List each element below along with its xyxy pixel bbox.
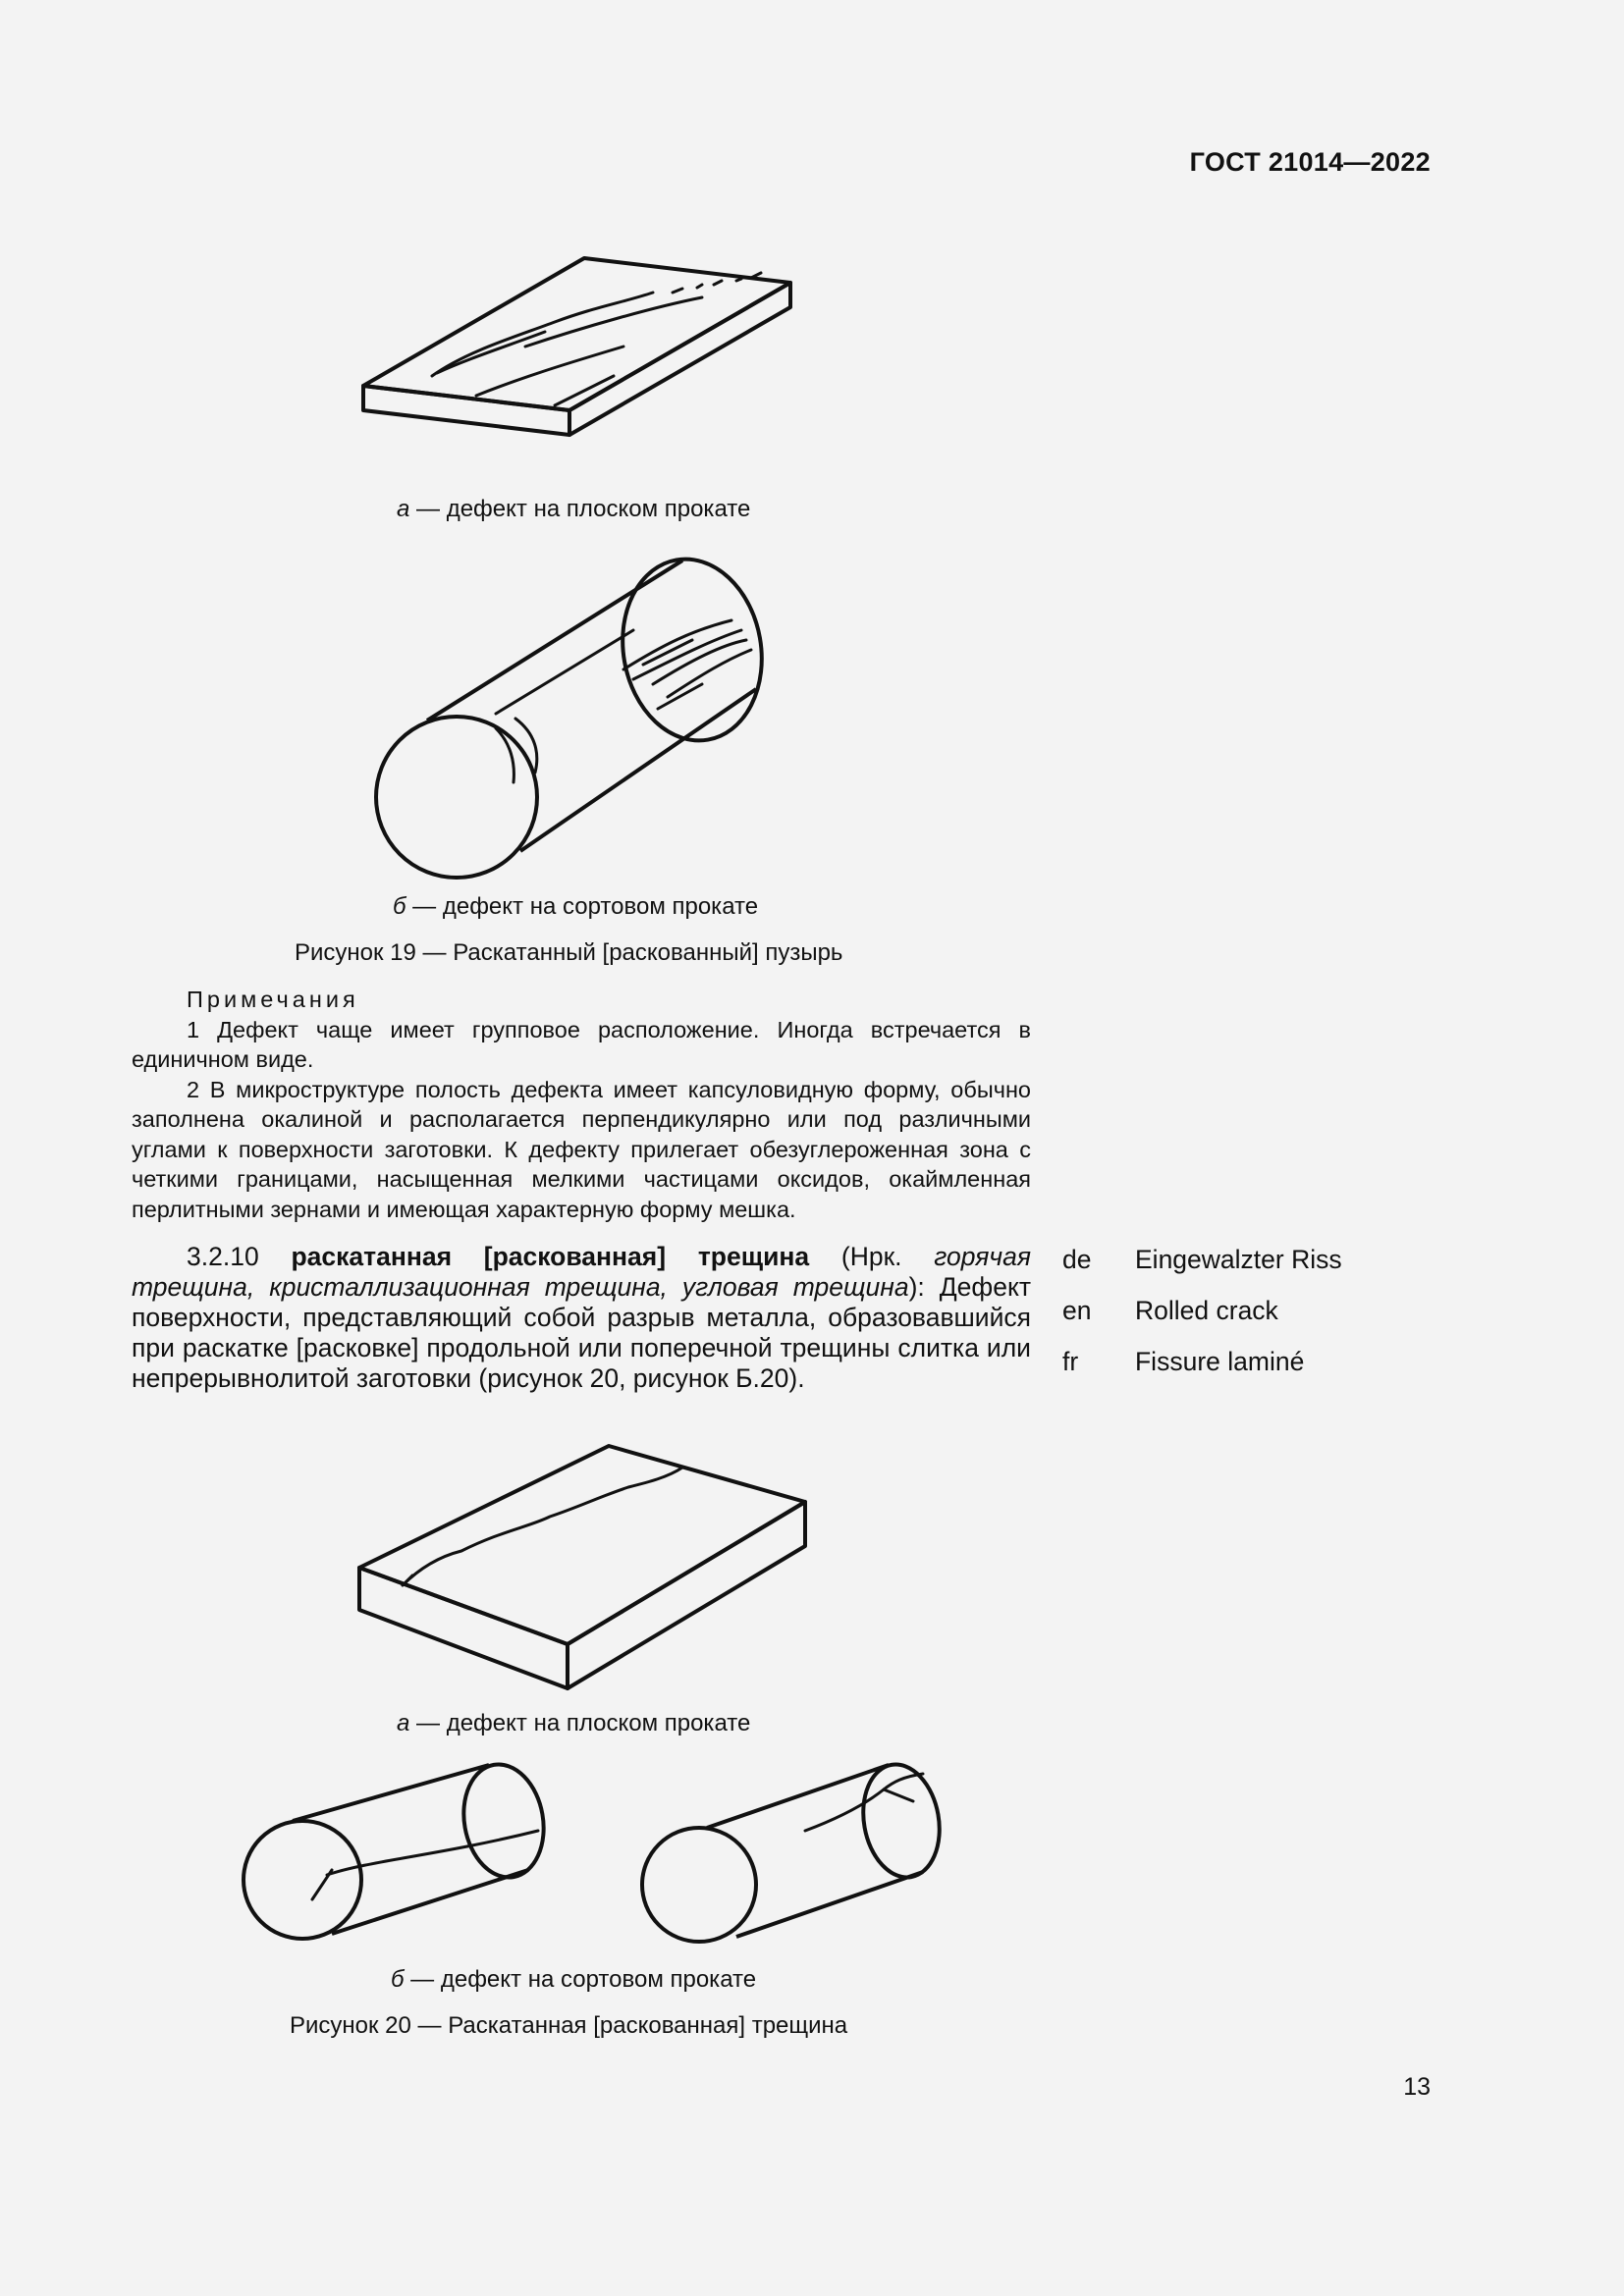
figure20-sub-a-caption: а — дефект на плоском прокате bbox=[397, 1710, 751, 1736]
figure19-plate-drawing bbox=[358, 253, 800, 489]
lang-code-de: de bbox=[1062, 1245, 1092, 1274]
figure20-bar-left-drawing bbox=[224, 1762, 563, 1958]
lang-code-en: en bbox=[1062, 1296, 1092, 1325]
term-entry: 3.2.10 раскатанная [раскованная] трещина (Нрк. горячая трещина, кристаллизационная трещина, угловая трещина): Дефект поверхности, представляющий собой разрыв металла, образовавшийся при раскатке [расковке] продольной или поперечной трещины слитка или непрерывнолитой заготовки (рисунок 20, рисунок Б.20). bbox=[132, 1242, 1031, 1393]
figure20-sub-b-caption: б — дефект на сортовом прокате bbox=[391, 1966, 757, 1993]
lang-term-de: Eingewalzter Riss bbox=[1135, 1245, 1342, 1274]
lang-term-fr: Fissure laminé bbox=[1135, 1347, 1305, 1376]
figure20-plate-drawing bbox=[353, 1438, 815, 1703]
figure20-bar-right-drawing bbox=[638, 1762, 952, 1958]
notes-title: Примечания bbox=[187, 987, 359, 1012]
notes-block bbox=[132, 985, 1031, 1224]
lang-term-en: Rolled crack bbox=[1135, 1296, 1278, 1325]
note-2: 2 В микроструктуре полость дефекта имеет капсуловидную форму, обычно заполнена окалиной и располагается перпендикулярно или под различными углами к поверхности заготовки. К дефекту прилегает обезуглероженная зона с четкими границами, насыщенная мелкими частицами оксидов, окаймленная перлитными зернами и имеющая характерную форму мешка. bbox=[132, 1076, 1031, 1222]
term-number: 3.2.10 bbox=[187, 1242, 259, 1271]
term-definition: Дефект поверхности, представляющий собой разрыв металла, образовавшийся при раскатке [расковке] продольной или поперечной трещины слитка или непрерывнолитой заготовки (рисунок 20, рисунок Б.20). bbox=[132, 1272, 1031, 1393]
page-number: 13 bbox=[1403, 2073, 1431, 2101]
figure19-caption: Рисунок 19 — Раскатанный [раскованный] пузырь bbox=[295, 939, 843, 966]
figure19-bar-drawing bbox=[368, 552, 790, 885]
note-1: 1 Дефект чаще имеет групповое расположение. Иногда встречается в единичном виде. bbox=[132, 1016, 1031, 1072]
lang-code-fr: fr bbox=[1062, 1347, 1079, 1376]
document-id: ГОСТ 21014—2022 bbox=[1189, 147, 1431, 177]
figure19-sub-a-caption: а — дефект на плоском прокате bbox=[397, 496, 751, 522]
term-name: раскатанная [раскованная] трещина bbox=[291, 1242, 810, 1271]
figure19-sub-b-caption: б — дефект на сортовом прокате bbox=[393, 893, 759, 920]
figure20-caption: Рисунок 20 — Раскатанная [раскованная] трещина bbox=[290, 2012, 848, 2039]
term-deprecated: горячая трещина, кристаллизационная трещина, угловая трещина bbox=[132, 1242, 1031, 1302]
